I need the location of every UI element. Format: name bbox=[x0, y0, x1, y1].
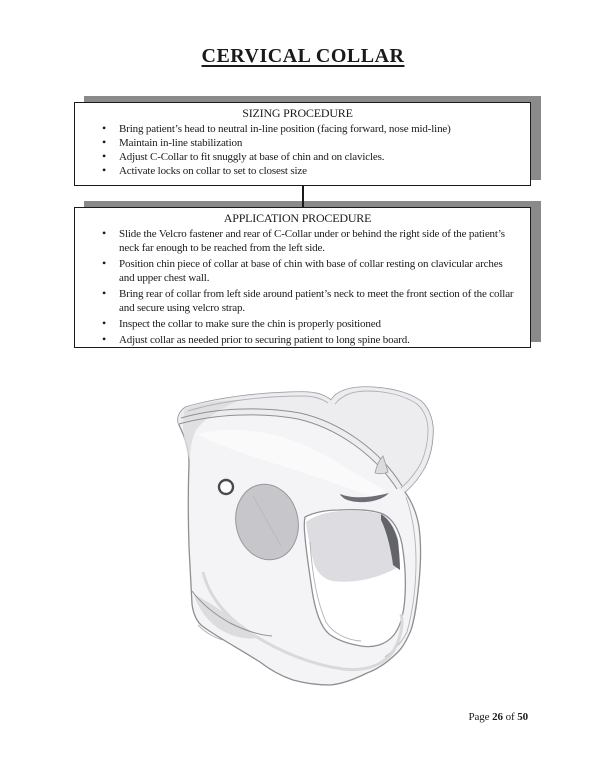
procedure-bullet: • Bring patient’s head to neutral in-line position (facing forward, nose mid-line) bbox=[119, 122, 520, 136]
procedure-bullet: • Maintain in-line stabilization bbox=[119, 136, 520, 150]
procedure-bullet: • Activate locks on collar to set to closest size bbox=[119, 164, 520, 178]
sizing-procedure-box bbox=[74, 102, 531, 186]
cervical-collar-figure bbox=[165, 382, 450, 697]
page-title: CERVICAL COLLAR bbox=[201, 45, 405, 67]
sizing-procedure-list bbox=[75, 122, 520, 178]
procedure-bullet: • Slide the Velcro fastener and rear of C-Collar under or behind the right side of the patient’s neck far enough to be reached from the left side. bbox=[119, 227, 520, 255]
connector-line bbox=[302, 185, 304, 208]
procedure-bullet: • Adjust collar as needed prior to securing patient to long spine board. bbox=[119, 333, 520, 347]
application-procedure-box bbox=[74, 207, 531, 348]
application-procedure-heading: APPLICATION PROCEDURE bbox=[223, 211, 372, 225]
footer-total-pages: 50 bbox=[517, 711, 528, 723]
footer-prefix: Page bbox=[468, 711, 490, 723]
page-number-footer bbox=[468, 711, 528, 723]
application-procedure-list bbox=[75, 227, 520, 347]
footer-separator: of bbox=[505, 711, 515, 723]
footer-current-page: 26 bbox=[492, 711, 503, 723]
lock-hole bbox=[219, 480, 233, 494]
procedure-bullet: • Bring rear of collar from left side around patient’s neck to meet the front section of the collar and secure using velcro strap. bbox=[119, 287, 520, 315]
procedure-bullet: • Adjust C-Collar to fit snuggly at base of chin and on clavicles. bbox=[119, 150, 520, 164]
cervical-collar-illustration bbox=[165, 382, 450, 697]
procedure-bullet: • Inspect the collar to make sure the chin is properly positioned bbox=[119, 317, 520, 331]
procedure-bullet: • Position chin piece of collar at base of chin with base of collar resting on clavicular arches and upper chest wall. bbox=[119, 257, 520, 285]
sizing-procedure-heading: SIZING PROCEDURE bbox=[242, 106, 353, 120]
